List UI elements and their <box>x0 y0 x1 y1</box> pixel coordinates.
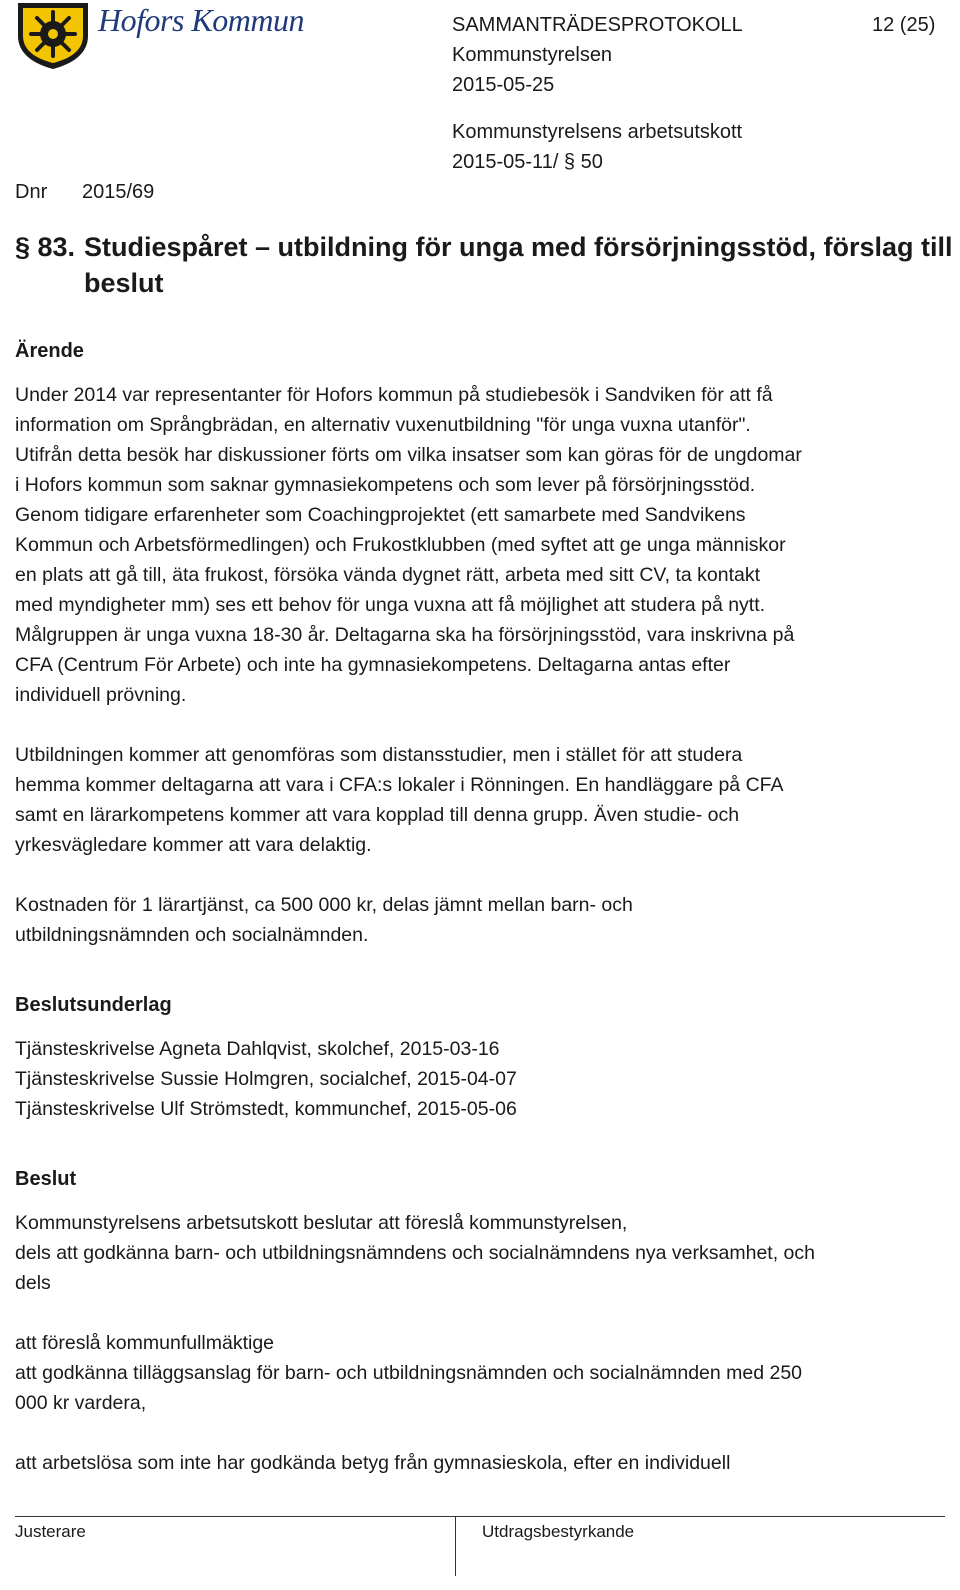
arende-para3-line: Kostnaden för 1 lärartjänst, ca 500 000 kr, delas jämnt mellan barn- och <box>15 894 633 916</box>
committee-reference: 2015-05-11/ § 50 <box>452 151 603 173</box>
meeting-date: 2015-05-25 <box>452 74 555 96</box>
section-title-line-1: Studiespåret – utbildning för unga med försörjningsstöd, förslag till <box>84 232 953 262</box>
protocol-title: SAMMANTRÄDESPROTOKOLL <box>452 14 743 36</box>
beslut-para2-line: 000 kr vardera, <box>15 1392 147 1414</box>
arende-line: CFA (Centrum För Arbete) och inte ha gymnasiekompetens. Deltagarna antas efter <box>15 654 731 676</box>
beslutsunderlag-heading: Beslutsunderlag <box>15 994 172 1016</box>
arende-para2-line: Utbildningen kommer att genomföras som distansstudier, men i stället för att studera <box>15 744 743 766</box>
justerare-label: Justerare <box>15 1522 86 1541</box>
utdragsbestyrkande-label: Utdragsbestyrkande <box>482 1522 635 1541</box>
beslut-line: dels <box>15 1272 51 1294</box>
beslutsunderlag-item: Tjänsteskrivelse Ulf Strömstedt, kommunchef, 2015-05-06 <box>15 1098 517 1120</box>
paragraph-number: § 83. <box>15 232 76 262</box>
arende-line: en plats att gå till, äta frukost, försöka vända dygnet rätt, arbeta med sitt CV, ta kontakt <box>15 564 761 586</box>
arende-line: Målgruppen är unga vuxna 18-30 år. Deltagarna ska ha försörjningsstöd, vara inskrivna på <box>15 624 795 646</box>
arende-line: Genom tidigare erfarenheter som Coachingprojektet (ett samarbete med Sandvikens <box>15 504 746 526</box>
beslutsunderlag-item: Tjänsteskrivelse Agneta Dahlqvist, skolchef, 2015-03-16 <box>15 1038 500 1060</box>
beslut-para3-line: att arbetslösa som inte har godkända betyg från gymnasieskola, efter en individuell <box>15 1452 731 1474</box>
logo-wordmark: Hofors Kommun <box>98 2 304 38</box>
arende-heading: Ärende <box>15 340 84 362</box>
dnr-label: Dnr <box>15 181 48 203</box>
hofors-coat-of-arms-logo <box>14 0 92 70</box>
dnr-value: 2015/69 <box>82 181 155 203</box>
beslut-para2-line: att godkänna tilläggsanslag för barn- och utbildningsnämnden och socialnämnden med 250 <box>15 1362 803 1384</box>
body-name: Kommunstyrelsen <box>452 44 613 66</box>
arende-line: Kommun och Arbetsförmedlingen) och Frukostklubben (med syftet att ge unga människor <box>15 534 786 556</box>
beslut-heading: Beslut <box>15 1168 77 1190</box>
arende-para2-line: hemma kommer deltagarna att vara i CFA:s lokaler i Rönningen. En handläggare på CFA <box>15 774 784 796</box>
beslut-line: dels att godkänna barn- och utbildningsnämndens och socialnämndens nya verksamhet, och <box>15 1242 815 1264</box>
arende-line: med myndigheter mm) ses ett behov för unga vuxna att få möjlighet att studera på nytt. <box>15 594 766 616</box>
arende-line: i Hofors kommun som saknar gymnasiekompetens och som lever på försörjningsstöd. <box>15 474 756 496</box>
beslut-para2-line: att föreslå kommunfullmäktige <box>15 1332 275 1354</box>
arende-para2-line: yrkesvägledare kommer att vara delaktig. <box>15 834 372 856</box>
footer-rule <box>15 1516 945 1517</box>
arende-line: Under 2014 var representanter för Hofors kommun på studiebesök i Sandviken för att få <box>15 384 773 406</box>
committee-name: Kommunstyrelsens arbetsutskott <box>452 121 743 143</box>
arende-line: Utifrån detta besök har diskussioner förts om vilka insatser som kan göras för de ungdomar <box>15 444 802 466</box>
beslutsunderlag-item: Tjänsteskrivelse Sussie Holmgren, socialchef, 2015-04-07 <box>15 1068 517 1090</box>
section-title-line-2: beslut <box>84 268 164 298</box>
arende-para2-line: samt en lärarkompetens kommer att vara kopplad till denna grupp. Även studie- och <box>15 804 740 826</box>
arende-para3-line: utbildningsnämnden och socialnämnden. <box>15 924 369 946</box>
footer-divider <box>455 1516 456 1576</box>
beslut-line: Kommunstyrelsens arbetsutskott beslutar att föreslå kommunstyrelsen, <box>15 1212 628 1234</box>
arende-line: individuell prövning. <box>15 684 187 706</box>
page-number: 12 (25) <box>872 14 936 36</box>
arende-line: information om Språngbrädan, en alternativ vuxenutbildning "för unga vuxna utanför". <box>15 414 751 436</box>
